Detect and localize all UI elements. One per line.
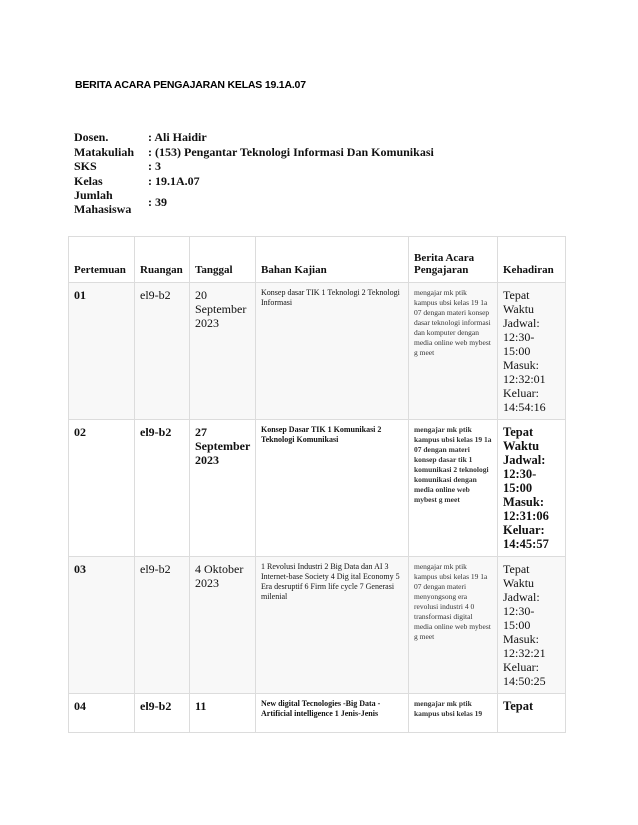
- header-tanggal: Tanggal: [190, 237, 256, 283]
- attendance-line: Waktu: [503, 439, 540, 453]
- attendance-line: Tepat: [503, 562, 530, 576]
- cell-bahan-kajian: New digital Tecnologies -Big Data - Artificial intelligence 1 Jenis-Jenis: [256, 694, 409, 733]
- attendance-line: 12:30-: [503, 467, 537, 481]
- attendance-line: 12:31:06: [503, 509, 549, 523]
- cell-kehadiran: [498, 557, 566, 694]
- cell-pertemuan: 01: [69, 283, 135, 420]
- document-title: BERITA ACARA PENGAJARAN KELAS 19.1A.07: [75, 79, 306, 91]
- attendance-line: Jadwal:: [503, 453, 546, 467]
- attendance-line: 14:45:57: [503, 537, 549, 551]
- attendance-line: 15:00: [503, 481, 533, 495]
- attendance-line: Tepat: [503, 425, 534, 439]
- header-line: Pengajaran: [414, 264, 469, 276]
- cell-tanggal: 27 September 2023: [190, 420, 256, 557]
- info-row-jumlah-mahasiswa: [74, 188, 434, 216]
- cell-berita-acara: mengajar mk ptik kampus ubsi kelas 19 1a 07 dengan materi menyongsong era revolusi industri 4 0 transformasi digital media online web mybest g meet: [409, 557, 498, 694]
- attendance-line: Masuk:: [503, 632, 539, 646]
- attendance-line: Keluar:: [503, 386, 539, 400]
- info-label: Matakuliah: [74, 144, 135, 159]
- info-label: Dosen.: [74, 130, 109, 145]
- attendance-line: Waktu: [503, 302, 535, 316]
- table-header-row: [69, 237, 566, 283]
- info-label-line: Mahasiswa: [74, 202, 132, 216]
- cell-ruangan: el9-b2: [135, 283, 190, 420]
- cell-bahan-kajian: Konsep Dasar TIK 1 Komunikasi 2 Teknologi Komunikasi: [256, 420, 409, 557]
- teaching-record-table: [68, 236, 566, 733]
- table-row: [69, 283, 566, 420]
- header-pertemuan: Pertemuan: [69, 237, 135, 283]
- attendance-line: 12:32:01: [503, 372, 546, 386]
- course-info-table: [74, 130, 434, 216]
- cell-kehadiran: [498, 420, 566, 557]
- cell-berita-acara: mengajar mk ptik kampus ubsi kelas 19 1a 07 dengan materi konsep dasar teknologi informasi dan komputer dengan media online web mybest g meet: [409, 283, 498, 420]
- info-label-line: Jumlah: [74, 188, 113, 202]
- attendance-line: Keluar:: [503, 523, 545, 537]
- table-row: [69, 420, 566, 557]
- attendance-line: Tepat: [503, 699, 534, 713]
- attendance-line: 15:00: [503, 618, 531, 632]
- header-berita-acara: [409, 237, 498, 283]
- attendance-line: 14:54:16: [503, 400, 546, 414]
- info-row-kelas: [74, 174, 434, 189]
- cell-bahan-kajian: 1 Revolusi Industri 2 Big Data dan AI 3 Internet-base Society 4 Dig ital Economy 5 Era desruptif 6 Firm life cycle 7 Generasi milenial: [256, 557, 409, 694]
- header-ruangan: Ruangan: [135, 237, 190, 283]
- info-row-dosen: [74, 130, 434, 145]
- info-value: : 39: [148, 195, 167, 209]
- attendance-line: Waktu: [503, 576, 535, 590]
- header-line: Berita Acara: [414, 252, 475, 264]
- info-label: Kelas: [74, 173, 103, 188]
- attendance-line: Jadwal:: [503, 316, 540, 330]
- attendance-line: 12:30-: [503, 604, 535, 618]
- table-row: [69, 694, 566, 733]
- cell-pertemuan: 02: [69, 420, 135, 557]
- attendance-line: Jadwal:: [503, 590, 540, 604]
- header-bahan-kajian: Bahan Kajian: [256, 237, 409, 283]
- cell-ruangan: el9-b2: [135, 557, 190, 694]
- cell-tanggal: 4 Oktober 2023: [190, 557, 256, 694]
- header-kehadiran: Kehadiran: [498, 237, 566, 283]
- cell-kehadiran: [498, 283, 566, 420]
- info-value: : 3: [148, 159, 161, 174]
- cell-bahan-kajian: Konsep dasar TIK 1 Teknologi 2 Teknologi Informasi: [256, 283, 409, 420]
- attendance-line: 12:32:21: [503, 646, 546, 660]
- info-value: : 19.1A.07: [148, 173, 200, 188]
- attendance-line: Keluar:: [503, 660, 539, 674]
- attendance-line: Tepat: [503, 288, 530, 302]
- attendance-line: 14:50:25: [503, 674, 546, 688]
- info-value: : (153) Pengantar Teknologi Informasi Dan Komunikasi: [148, 144, 434, 159]
- cell-tanggal: 11: [190, 694, 256, 733]
- info-row-matakuliah: [74, 145, 434, 160]
- cell-pertemuan: 03: [69, 557, 135, 694]
- cell-kehadiran: [498, 694, 566, 733]
- cell-ruangan: el9-b2: [135, 694, 190, 733]
- info-value: : Ali Haidir: [148, 130, 207, 145]
- info-label: SKS: [74, 159, 97, 174]
- cell-ruangan: el9-b2: [135, 420, 190, 557]
- cell-berita-acara: mengajar mk ptik kampus ubsi kelas 19: [409, 694, 498, 733]
- attendance-line: Masuk:: [503, 495, 544, 509]
- table-row: [69, 557, 566, 694]
- attendance-line: 15:00: [503, 344, 531, 358]
- attendance-line: 12:30-: [503, 330, 535, 344]
- info-row-sks: [74, 159, 434, 174]
- info-label: [74, 188, 148, 216]
- attendance-line: Masuk:: [503, 358, 539, 372]
- cell-berita-acara: mengajar mk ptik kampus ubsi kelas 19 1a 07 dengan materi konsep dasar tik 1 komunikasi 2 teknologi komunikasi dengan media online web mybest g meet: [409, 420, 498, 557]
- cell-pertemuan: 04: [69, 694, 135, 733]
- cell-tanggal: 20 September 2023: [190, 283, 256, 420]
